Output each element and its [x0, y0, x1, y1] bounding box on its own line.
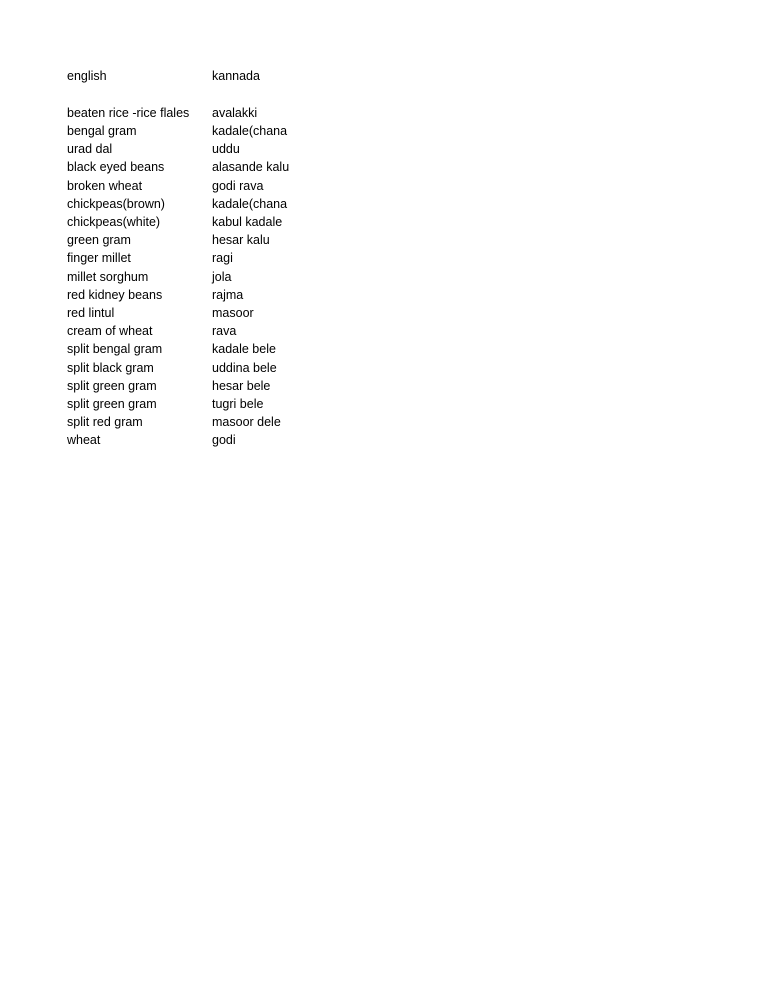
english-term: red lintul — [67, 305, 115, 320]
table-row — [67, 431, 332, 449]
table-row — [67, 304, 332, 322]
header-english: english — [67, 69, 107, 83]
table-row — [67, 359, 332, 377]
table-body — [67, 104, 332, 450]
kannada-term: uddina bele — [212, 360, 277, 375]
english-term: red kidney beans — [67, 287, 163, 302]
kannada-term: masoor — [212, 305, 254, 320]
english-term: split bengal gram — [67, 342, 163, 357]
english-term: bengal gram — [67, 123, 137, 138]
english-term: millet sorghum — [67, 269, 149, 284]
english-term: split black gram — [67, 360, 154, 375]
kannada-term: hesar bele — [212, 378, 271, 393]
kannada-term: masoor dele — [212, 415, 281, 430]
table-row — [67, 195, 332, 213]
table-row — [67, 158, 332, 176]
kannada-term: rajma — [212, 287, 244, 302]
kannada-term: kadale(chana — [212, 196, 288, 211]
english-term: cream of wheat — [67, 324, 153, 339]
table-row — [67, 377, 332, 395]
kannada-term: uddu — [212, 142, 240, 157]
kannada-term: avalakki — [212, 105, 258, 120]
table-row — [67, 122, 332, 140]
kannada-term: rava — [212, 324, 237, 339]
table-row — [67, 340, 332, 358]
english-term: split green gram — [67, 378, 157, 393]
english-term: beaten rice -rice flales — [67, 105, 190, 120]
english-term: split green gram — [67, 396, 157, 411]
table-row — [67, 322, 332, 340]
table-row — [67, 286, 332, 304]
english-term: chickpeas(white) — [67, 214, 161, 229]
kannada-term: hesar kalu — [212, 233, 270, 248]
table-row — [67, 140, 332, 158]
english-term: chickpeas(brown) — [67, 196, 165, 211]
table-row — [67, 104, 332, 122]
kannada-term: tugri bele — [212, 396, 264, 411]
english-term: urad dal — [67, 142, 113, 157]
kannada-term: kadale bele — [212, 342, 276, 357]
table-row — [67, 177, 332, 195]
kannada-term: godi — [212, 433, 236, 448]
english-term: black eyed beans — [67, 160, 165, 175]
table-row — [67, 268, 332, 286]
english-term: wheat — [67, 433, 101, 448]
kannada-term: ragi — [212, 251, 233, 266]
kannada-term: godi rava — [212, 178, 264, 193]
table-row — [67, 395, 332, 413]
english-term: green gram — [67, 233, 131, 248]
english-term: finger millet — [67, 251, 131, 266]
table-row — [67, 413, 332, 431]
kannada-term: alasande kalu — [212, 160, 290, 175]
kannada-term: kadale(chana — [212, 123, 288, 138]
translation-table — [67, 67, 332, 450]
english-term: broken wheat — [67, 178, 143, 193]
table-row — [67, 213, 332, 231]
table-row — [67, 249, 332, 267]
header-kannada: kannada — [212, 69, 260, 83]
header-row — [67, 67, 332, 85]
english-term: split red gram — [67, 415, 143, 430]
kannada-term: kabul kadale — [212, 214, 283, 229]
kannada-term: jola — [212, 269, 232, 284]
table-row — [67, 231, 332, 249]
